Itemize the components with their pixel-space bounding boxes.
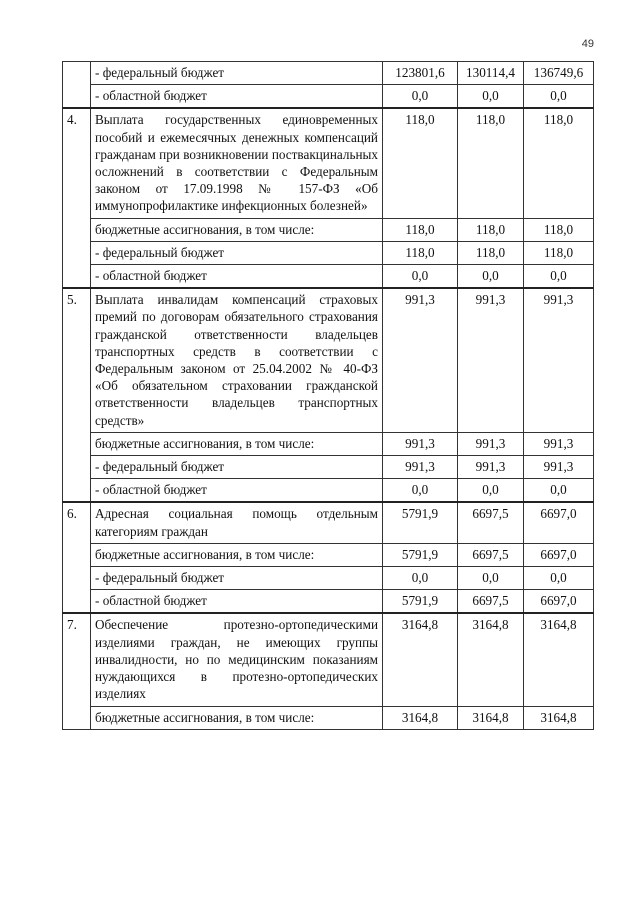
page-number: 49 [581,38,594,50]
value-cell: 991,3 [524,432,594,455]
value-cell: 5791,9 [383,502,458,543]
value-cell: 6697,5 [458,502,524,543]
table-row [63,218,594,241]
row-label: - федеральный бюджет [91,241,383,264]
value-cell: 991,3 [458,432,524,455]
row-label: - федеральный бюджет [91,456,383,479]
value-cell: 0,0 [383,85,458,109]
section-description: Обеспечение протезно-ортопедическими изделиями граждан, не имеющих группы инвалидности, но по медицинским показаниям нуждающихся в протезно-ортопедических изделиях [91,613,383,706]
value-cell: 118,0 [383,241,458,264]
table-row [63,479,594,503]
value-cell: 3164,8 [458,706,524,729]
table-row [63,432,594,455]
section-description: Адресная социальная помощь отдельным категориям граждан [91,502,383,543]
value-cell: 991,3 [458,288,524,432]
value-cell: 118,0 [524,218,594,241]
value-cell: 0,0 [524,85,594,109]
value-cell: 991,3 [524,288,594,432]
value-cell: 0,0 [524,265,594,289]
section-description: Выплата инвалидам компенсаций страховых премий по договорам обязательного страхования гражданской ответственности владельцев транспортных средств в соответствии с Федеральным законом от 25.04.2002 № 40-ФЗ «Об обязательном страховании гражданской ответственности владельцев транспортных средств» [91,288,383,432]
value-cell: 130114,4 [458,62,524,85]
value-cell: 118,0 [458,241,524,264]
value-cell: 0,0 [524,479,594,503]
value-cell: 3164,8 [383,613,458,706]
value-cell: 0,0 [383,479,458,503]
value-cell: 118,0 [524,241,594,264]
table-row [63,85,594,109]
row-label: бюджетные ассигнования, в том числе: [91,218,383,241]
section-number: 7. [63,613,91,729]
table-row [63,62,594,85]
value-cell: 3164,8 [458,613,524,706]
value-cell: 136749,6 [524,62,594,85]
value-cell: 0,0 [458,85,524,109]
value-cell: 6697,5 [458,590,524,614]
row-label: бюджетные ассигнования, в том числе: [91,543,383,566]
value-cell: 5791,9 [383,543,458,566]
value-cell: 5791,9 [383,590,458,614]
table-row [63,502,594,543]
table-row [63,241,594,264]
value-cell: 0,0 [524,567,594,590]
value-cell: 0,0 [458,567,524,590]
table-row [63,567,594,590]
value-cell: 118,0 [383,218,458,241]
table-row [63,590,594,614]
value-cell: 3164,8 [524,706,594,729]
section-number: 6. [63,502,91,613]
table-row [63,706,594,729]
value-cell: 6697,0 [524,502,594,543]
section-number [63,62,91,109]
value-cell: 991,3 [458,456,524,479]
row-label: бюджетные ассигнования, в том числе: [91,706,383,729]
value-cell: 991,3 [383,288,458,432]
value-cell: 6697,0 [524,590,594,614]
table-row [63,613,594,706]
value-cell: 6697,5 [458,543,524,566]
table-row [63,288,594,432]
row-label: - областной бюджет [91,479,383,503]
value-cell: 0,0 [383,265,458,289]
section-number: 5. [63,288,91,502]
table-row [63,543,594,566]
value-cell: 0,0 [458,479,524,503]
row-label: - федеральный бюджет [91,567,383,590]
row-label: - областной бюджет [91,590,383,614]
value-cell: 118,0 [458,218,524,241]
budget-table-body [63,62,594,730]
value-cell: 3164,8 [383,706,458,729]
value-cell: 3164,8 [524,613,594,706]
table-row [63,456,594,479]
value-cell: 991,3 [383,456,458,479]
row-label: бюджетные ассигнования, в том числе: [91,432,383,455]
value-cell: 6697,0 [524,543,594,566]
section-number: 4. [63,108,91,288]
budget-table [62,61,594,730]
value-cell: 118,0 [524,108,594,218]
row-label: - федеральный бюджет [91,62,383,85]
row-label: - областной бюджет [91,265,383,289]
value-cell: 991,3 [524,456,594,479]
value-cell: 123801,6 [383,62,458,85]
section-description: Выплата государственных единовременных пособий и ежемесячных денежных компенсаций гражданам при возникновении поствакцинальных осложнений в соответствии с Федеральным законом от 17.09.1998 № 157-ФЗ «Об иммунопрофилактике инфекционных болезней» [91,108,383,218]
row-label: - областной бюджет [91,85,383,109]
value-cell: 118,0 [383,108,458,218]
value-cell: 118,0 [458,108,524,218]
table-row [63,265,594,289]
table-row [63,108,594,218]
value-cell: 991,3 [383,432,458,455]
value-cell: 0,0 [383,567,458,590]
value-cell: 0,0 [458,265,524,289]
